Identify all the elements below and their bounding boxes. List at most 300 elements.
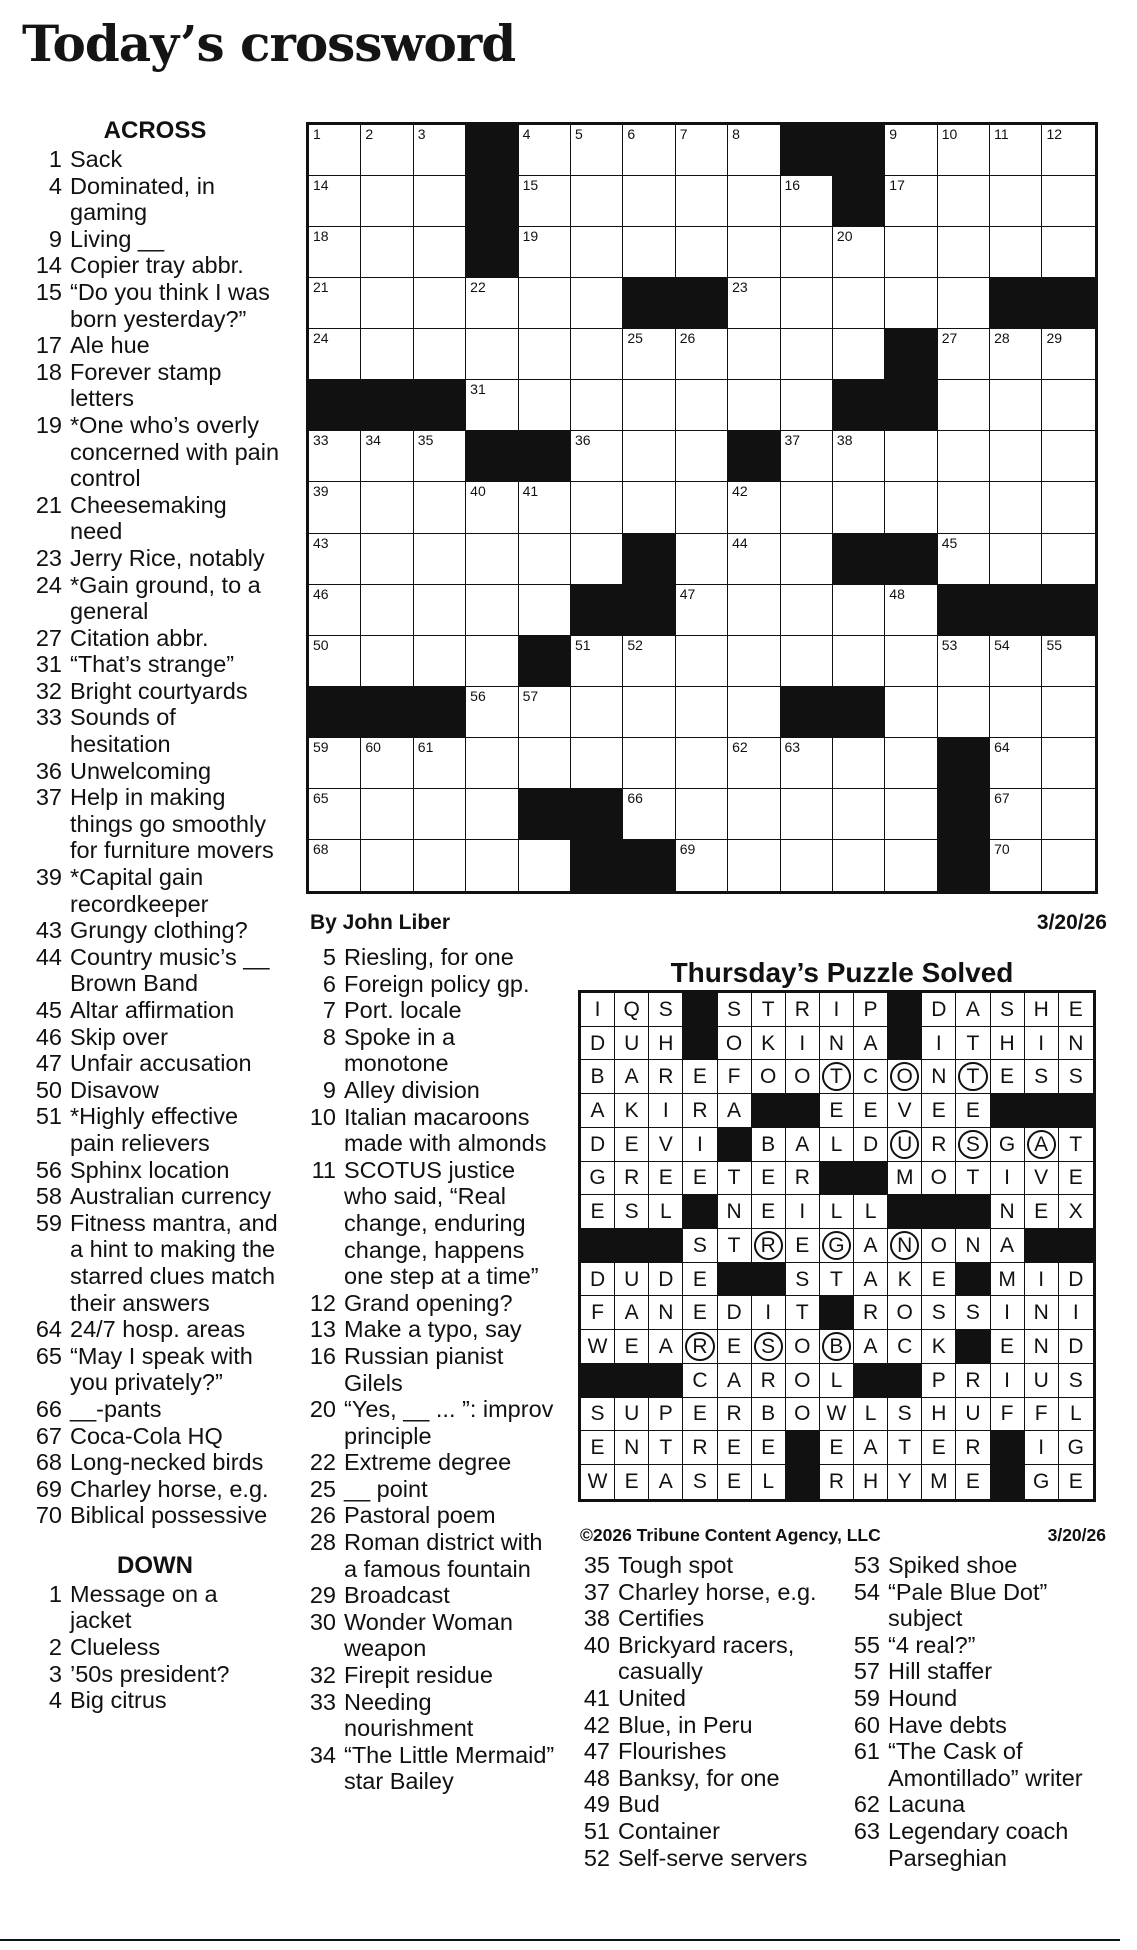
solved-letter: G [998,1132,1016,1156]
down-clue [304,971,556,998]
grid-cell[interactable] [519,738,571,789]
grid-cell[interactable] [361,125,413,176]
grid-cell[interactable] [676,840,728,891]
grid-cell[interactable] [519,840,571,891]
grid-cell[interactable] [519,329,571,380]
grid-cell[interactable] [728,534,780,585]
solved-cell [683,1060,717,1094]
grid-cell[interactable] [414,431,466,482]
grid-cell[interactable] [728,278,780,329]
grid-cell[interactable] [519,482,571,533]
grid-cell[interactable] [938,687,990,738]
clue-column-3 [578,1552,840,1871]
grid-cell[interactable] [519,176,571,227]
grid-cell[interactable] [938,380,990,431]
grid-cell[interactable] [361,227,413,278]
cell-number: 69 [679,840,696,857]
grid-cell[interactable] [728,789,780,840]
grid-cell[interactable] [519,125,571,176]
grid-cell[interactable] [309,329,361,380]
grid-cell[interactable] [938,534,990,585]
grid-cell[interactable] [833,636,885,687]
down-clue [304,1316,556,1343]
grid-cell[interactable] [885,431,937,482]
grid-cell[interactable] [309,585,361,636]
solved-letter: L [830,1200,843,1224]
clue-text: Jerry Rice, notably [70,544,265,571]
grid-cell[interactable] [466,585,518,636]
solved-cell [991,1229,1025,1263]
grid-cell[interactable] [781,431,833,482]
grid-cell[interactable] [1042,738,1094,789]
clue-text: Firepit residue [344,1662,493,1689]
grid-cell[interactable] [676,687,728,738]
cell-number: 52 [627,636,643,653]
grid-cell[interactable] [623,380,675,431]
grid-cell[interactable] [571,227,623,278]
grid-cell[interactable] [728,380,780,431]
grid-cell[interactable] [990,738,1042,789]
grid-cell[interactable] [309,278,361,329]
solved-cell [1059,1195,1093,1229]
grid-cell[interactable] [728,329,780,380]
grid-cell[interactable] [938,176,990,227]
clue-number: 27 [35,624,62,651]
grid-cell[interactable] [676,125,728,176]
grid-cell[interactable] [414,125,466,176]
grid-cell[interactable] [1042,227,1094,278]
solved-letter: P [658,1402,673,1426]
grid-cell[interactable] [833,585,885,636]
grid-cell[interactable] [1042,431,1094,482]
cell-number: 1 [313,126,321,142]
solved-letter: N [726,1200,742,1224]
grid-cell[interactable] [938,278,990,329]
grid-cell[interactable] [361,636,413,687]
grid-cell[interactable] [781,278,833,329]
solved-cell [991,1162,1025,1196]
cell-number: 42 [732,483,748,500]
grid-cell[interactable] [833,329,885,380]
down-clue [578,1765,840,1792]
grid-cell[interactable] [414,738,466,789]
grid-cell[interactable] [938,125,990,176]
clue-text: “May I speak with you privately?” [70,1342,253,1396]
grid-cell[interactable] [1042,636,1094,687]
black-square [938,789,990,840]
clue-text: Country music’s __ Brown Band [70,943,270,997]
grid-cell[interactable] [728,687,780,738]
grid-cell[interactable] [728,227,780,278]
solved-cell [649,1128,683,1162]
solved-cell [854,993,888,1027]
grid-cell[interactable] [728,125,780,176]
grid-cell[interactable] [309,840,361,891]
grid-cell[interactable] [466,534,518,585]
grid-cell[interactable] [781,534,833,585]
solved-cell [718,1465,752,1499]
clue-number: 39 [35,864,62,891]
down-clue [30,1634,280,1661]
grid-cell[interactable] [781,380,833,431]
grid-cell[interactable] [519,585,571,636]
grid-cell[interactable] [571,329,623,380]
grid-cell[interactable] [466,482,518,533]
solved-letter: S [1000,997,1015,1021]
grid-cell[interactable] [571,687,623,738]
grid-cell[interactable] [728,176,780,227]
grid-cell[interactable] [938,636,990,687]
grid-cell[interactable] [781,585,833,636]
grid-cell[interactable] [781,227,833,278]
clue-number: 61 [853,1738,880,1765]
clue-text: Make a typo, say [344,1316,522,1343]
grid-cell[interactable] [833,840,885,891]
grid-cell[interactable] [361,585,413,636]
grid-cell[interactable] [361,482,413,533]
grid-cell[interactable] [361,789,413,840]
grid-cell[interactable] [623,125,675,176]
grid-cell[interactable] [990,329,1042,380]
grid-cell[interactable] [781,840,833,891]
grid-cell[interactable] [519,227,571,278]
clue-text: Certifies [618,1605,705,1632]
grid-cell[interactable] [623,482,675,533]
grid-cell[interactable] [676,789,728,840]
grid-cell[interactable] [414,176,466,227]
grid-cell[interactable] [781,482,833,533]
across-clue [30,997,280,1024]
grid-cell[interactable] [676,227,728,278]
solved-cell [991,993,1025,1027]
grid-cell[interactable] [1042,687,1094,738]
black-square [752,1094,786,1128]
clue-text: Pastoral poem [344,1502,496,1529]
grid-cell[interactable] [571,176,623,227]
black-square [990,585,1042,636]
clue-number: 1 [48,146,62,172]
grid-cell[interactable] [571,636,623,687]
grid-cell[interactable] [623,227,675,278]
clue-number: 17 [35,332,62,359]
solved-letter: M [930,1470,948,1494]
across-clue [30,173,280,226]
grid-cell[interactable] [938,431,990,482]
grid-cell[interactable] [414,278,466,329]
grid-cell[interactable] [1042,380,1094,431]
grid-cell[interactable] [309,431,361,482]
grid-cell[interactable] [728,840,780,891]
solved-letter: I [799,1031,806,1055]
grid-cell[interactable] [519,380,571,431]
solved-cell [581,1263,615,1297]
grid-cell[interactable] [309,534,361,585]
grid-cell[interactable] [571,125,623,176]
grid-cell[interactable] [781,329,833,380]
clue-text: Foreign policy gp. [344,970,530,997]
grid-cell[interactable] [466,636,518,687]
grid-cell[interactable] [571,431,623,482]
grid-cell[interactable] [938,329,990,380]
solved-letter: I [1004,1368,1010,1392]
grid-cell[interactable] [990,431,1042,482]
solved-cell [581,1398,615,1432]
grid-cell[interactable] [466,789,518,840]
grid-cell[interactable] [990,534,1042,585]
grid-cell[interactable] [781,738,833,789]
solved-letter: E [590,1200,605,1224]
grid-cell[interactable] [571,738,623,789]
grid-cell[interactable] [676,738,728,789]
solved-cell [1025,993,1059,1027]
grid-cell[interactable] [728,482,780,533]
solved-letter: S [1068,1065,1083,1089]
solved-letter: S [624,1200,639,1224]
grid-cell[interactable] [466,329,518,380]
solved-cell [922,1330,956,1364]
grid-cell[interactable] [309,176,361,227]
grid-cell[interactable] [990,789,1042,840]
grid-cell[interactable] [781,176,833,227]
grid-cell[interactable] [676,534,728,585]
grid-cell[interactable] [833,482,885,533]
grid-cell[interactable] [1042,125,1094,176]
down-clue [304,1157,556,1290]
cell-number: 2 [365,126,374,142]
clue-number: 6 [322,970,336,997]
clue-number: 70 [35,1502,62,1529]
clue-number: 67 [35,1422,62,1449]
grid-cell[interactable] [885,176,937,227]
grid-cell[interactable] [309,789,361,840]
cell-number: 34 [365,432,381,449]
down-clue [30,1581,280,1634]
grid-cell[interactable] [519,278,571,329]
grid-cell[interactable] [623,176,675,227]
grid-cell[interactable] [466,738,518,789]
cell-number: 37 [784,432,801,449]
grid-cell[interactable] [623,789,675,840]
grid-cell[interactable] [990,176,1042,227]
grid-cell[interactable] [309,227,361,278]
solved-letter: E [1068,1470,1083,1494]
grid-cell[interactable] [990,687,1042,738]
across-clue [30,1396,280,1423]
solved-cell [922,993,956,1027]
grid-cell[interactable] [885,687,937,738]
clue-number: 62 [853,1791,880,1818]
solved-letter: R [726,1402,742,1426]
grid-cell[interactable] [519,687,571,738]
clue-number: 58 [35,1183,62,1210]
crossword-grid[interactable] [306,122,1098,894]
down-clue [304,1396,556,1449]
solved-cell [649,1263,683,1297]
clue-text: Wonder Woman weapon [344,1608,513,1662]
clue-number: 49 [583,1791,610,1818]
grid-cell[interactable] [361,431,413,482]
grid-cell[interactable] [361,278,413,329]
grid-cell[interactable] [728,738,780,789]
grid-cell[interactable] [728,585,780,636]
grid-cell[interactable] [309,636,361,687]
clue-number: 59 [853,1684,880,1711]
down-clue [848,1791,1118,1818]
down-clue [848,1552,1118,1579]
solved-cell [888,1094,922,1128]
clue-number: 41 [583,1684,610,1711]
clue-number: 26 [309,1502,336,1529]
down-clue [304,1449,556,1476]
grid-cell[interactable] [361,176,413,227]
down-clue [848,1579,1118,1632]
solved-cell [1025,1296,1059,1330]
grid-cell[interactable] [1042,176,1094,227]
grid-cell[interactable] [885,125,937,176]
grid-cell[interactable] [1042,329,1094,380]
solved-cell [581,1296,615,1330]
solved-letter: S [727,997,742,1021]
grid-cell[interactable] [623,687,675,738]
solved-cell [991,1296,1025,1330]
black-square [1025,1094,1059,1128]
grid-cell[interactable] [938,482,990,533]
solved-cell [888,1128,922,1162]
grid-cell[interactable] [361,534,413,585]
grid-cell[interactable] [885,738,937,789]
black-square [833,534,885,585]
solved-cell [854,1060,888,1094]
solved-cell [888,1398,922,1432]
grid-cell[interactable] [414,227,466,278]
grid-cell[interactable] [466,687,518,738]
grid-cell[interactable] [781,789,833,840]
solved-cell [820,1094,854,1128]
grid-cell[interactable] [990,227,1042,278]
grid-cell[interactable] [1042,482,1094,533]
clue-text: Brickyard racers, casually [618,1631,795,1685]
grid-cell[interactable] [781,636,833,687]
solved-cell [649,1060,683,1094]
grid-cell[interactable] [990,482,1042,533]
grid-cell[interactable] [414,840,466,891]
grid-cell[interactable] [676,380,728,431]
solved-cell [649,993,683,1027]
grid-cell[interactable] [623,738,675,789]
grid-cell[interactable] [885,227,937,278]
grid-cell[interactable] [833,431,885,482]
grid-cell[interactable] [571,482,623,533]
grid-cell[interactable] [519,534,571,585]
grid-cell[interactable] [885,585,937,636]
grid-cell[interactable] [571,380,623,431]
solved-letter: E [624,1470,639,1494]
grid-cell[interactable] [833,278,885,329]
solved-cell [718,1431,752,1465]
across-clue [30,944,280,997]
grid-cell[interactable] [309,125,361,176]
grid-cell[interactable] [309,482,361,533]
clue-number: 47 [35,1050,62,1077]
clue-number: 7 [322,997,336,1024]
grid-cell[interactable] [414,585,466,636]
grid-cell[interactable] [414,482,466,533]
grid-cell[interactable] [309,738,361,789]
clue-number: 12 [309,1289,336,1316]
grid-cell[interactable] [1042,534,1094,585]
grid-cell[interactable] [990,380,1042,431]
grid-cell[interactable] [623,329,675,380]
grid-cell[interactable] [466,278,518,329]
grid-cell[interactable] [361,329,413,380]
solved-cell [718,1195,752,1229]
grid-cell[interactable] [1042,789,1094,840]
grid-cell[interactable] [676,329,728,380]
grid-cell[interactable] [466,380,518,431]
solved-letter: E [761,1200,776,1224]
grid-cell[interactable] [414,329,466,380]
clue-text: Sounds of hesitation [70,704,176,758]
solved-letter: A [727,1368,742,1392]
grid-cell[interactable] [676,482,728,533]
down-clue [848,1685,1118,1712]
solved-letter: D [658,1267,674,1291]
grid-cell[interactable] [990,840,1042,891]
cell-number: 43 [313,534,329,551]
solved-letter: E [1068,1166,1083,1190]
solved-cell [752,1330,786,1364]
grid-cell[interactable] [676,585,728,636]
grid-cell[interactable] [728,636,780,687]
grid-cell[interactable] [361,840,413,891]
grid-cell[interactable] [571,278,623,329]
grid-cell[interactable] [833,227,885,278]
grid-cell[interactable] [571,534,623,585]
grid-cell[interactable] [833,738,885,789]
cell-number: 35 [417,432,434,449]
down-clues-part-1 [30,1581,280,1714]
solved-cell [786,1263,820,1297]
grid-cell[interactable] [676,636,728,687]
grid-cell[interactable] [833,789,885,840]
solved-letter: E [829,1099,844,1123]
grid-cell[interactable] [990,636,1042,687]
grid-cell[interactable] [990,125,1042,176]
grid-cell[interactable] [414,534,466,585]
grid-cell[interactable] [676,176,728,227]
cell-number: 41 [522,483,539,500]
grid-cell[interactable] [885,278,937,329]
grid-cell[interactable] [623,431,675,482]
clue-number: 43 [35,917,62,944]
grid-cell[interactable] [361,738,413,789]
clue-text: Blue, in Peru [618,1711,753,1738]
cell-number: 54 [994,636,1010,653]
grid-cell[interactable] [676,431,728,482]
grid-cell[interactable] [885,636,937,687]
grid-cell[interactable] [1042,840,1094,891]
grid-cell[interactable] [466,840,518,891]
grid-cell[interactable] [885,840,937,891]
grid-cell[interactable] [623,636,675,687]
grid-cell[interactable] [938,227,990,278]
solved-cell [718,1094,752,1128]
grid-cell[interactable] [414,789,466,840]
grid-cell[interactable] [885,789,937,840]
grid-cell[interactable] [414,636,466,687]
solved-letter: C [692,1368,708,1392]
grid-cell[interactable] [885,482,937,533]
